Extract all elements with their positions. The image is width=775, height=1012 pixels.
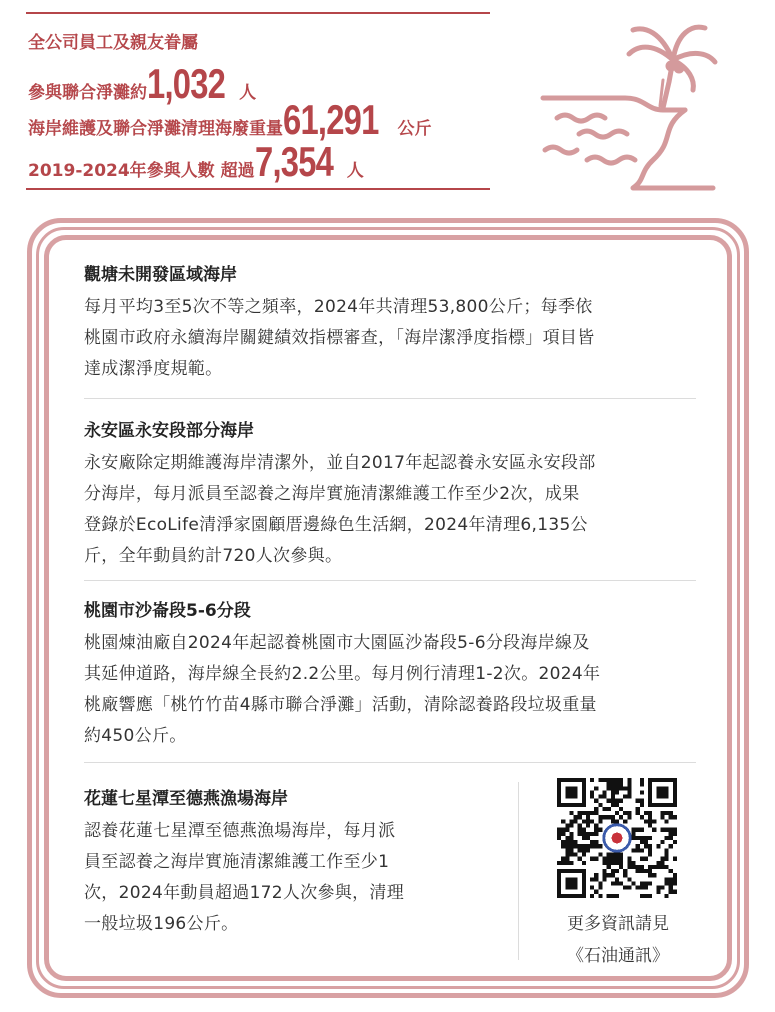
waste-value: 61,291 bbox=[283, 96, 379, 143]
section-divider bbox=[84, 580, 696, 581]
total-value: 7,354 bbox=[254, 138, 333, 185]
body-line: 登錄於EcoLife清淨家園顧厝邊綠色生活網，2024年清理6,135公 bbox=[84, 515, 588, 535]
qr-caption bbox=[528, 908, 708, 972]
body-line: 每月平均3至5次不等之頻率，2024年共清理53,800公斤；每季依 bbox=[84, 297, 593, 317]
body-line: 約450公斤。 bbox=[84, 726, 187, 746]
waste-stat bbox=[28, 96, 431, 144]
body-line: 分海岸，每月派員至認養之海岸實施清潔維護工作至少2次，成果 bbox=[84, 484, 580, 504]
section-yongan bbox=[84, 418, 696, 572]
body-line: 次，2024年動員超過172人次參與，清理 bbox=[84, 883, 405, 903]
section-title: 永安區永安段部分海岸 bbox=[84, 421, 254, 441]
section-body bbox=[84, 816, 484, 940]
body-line: 其延伸道路，海岸線全長約2.2公里。每月例行清理1-2次。2024年 bbox=[84, 664, 601, 684]
section-title: 觀塘未開發區域海岸 bbox=[84, 265, 237, 285]
section-divider bbox=[84, 398, 696, 399]
beach-palm-icon bbox=[535, 10, 725, 195]
body-line: 認養花蓮七星潭至德燕漁場海岸，每月派 bbox=[84, 821, 396, 841]
body-line: 一般垃圾196公斤。 bbox=[84, 914, 239, 934]
section-hualien bbox=[84, 786, 484, 940]
participants-label: 參與聯合淨灘約 bbox=[28, 83, 147, 103]
section-body bbox=[84, 448, 696, 572]
body-line: 斤，全年動員約計720人次參與。 bbox=[84, 546, 343, 566]
qr-divider bbox=[518, 782, 519, 960]
section-body bbox=[84, 628, 696, 752]
stats-block bbox=[26, 12, 490, 190]
section-divider bbox=[84, 762, 696, 763]
org-line: 全公司員工及親友眷屬 bbox=[28, 33, 198, 53]
body-line: 達成潔淨度規範。 bbox=[84, 359, 223, 379]
qr-caption-link[interactable]: 《石油通訊》 bbox=[567, 946, 669, 966]
section-shalun bbox=[84, 598, 696, 752]
waste-unit: 公斤 bbox=[397, 119, 432, 139]
waste-label: 海岸維護及聯合淨灘清理海廢重量 bbox=[28, 119, 283, 139]
body-line: 桃廠響應「桃竹竹苗4縣市聯合淨灘」活動，清除認養路段垃圾重量 bbox=[84, 695, 597, 715]
section-title: 花蓮七星潭至德燕漁場海岸 bbox=[84, 789, 288, 809]
total-stat bbox=[28, 138, 364, 186]
section-guantang bbox=[84, 262, 696, 385]
qr-caption-line: 更多資訊請見 bbox=[567, 914, 669, 934]
body-line: 員至認養之海岸實施清潔維護工作至少1 bbox=[84, 852, 390, 872]
total-unit: 人 bbox=[346, 161, 364, 181]
participants-unit: 人 bbox=[239, 83, 257, 103]
participants-value: 1,032 bbox=[147, 60, 226, 107]
body-line: 桃園煉油廠自2024年起認養桃園市大園區沙崙段5-6分段海岸線及 bbox=[84, 633, 590, 653]
total-label: 2019-2024年參與人數 超過 bbox=[28, 161, 255, 181]
qr-code-icon[interactable] bbox=[557, 778, 677, 898]
body-line: 永安廠除定期維護海岸清潔外，並自2017年起認養永安區永安段部 bbox=[84, 453, 596, 473]
section-body bbox=[84, 292, 696, 385]
body-line: 桃園市政府永續海岸關鍵績效指標審查，「海岸潔淨度指標」項目皆 bbox=[84, 328, 595, 348]
section-title: 桃園市沙崙段5-6分段 bbox=[84, 601, 251, 621]
